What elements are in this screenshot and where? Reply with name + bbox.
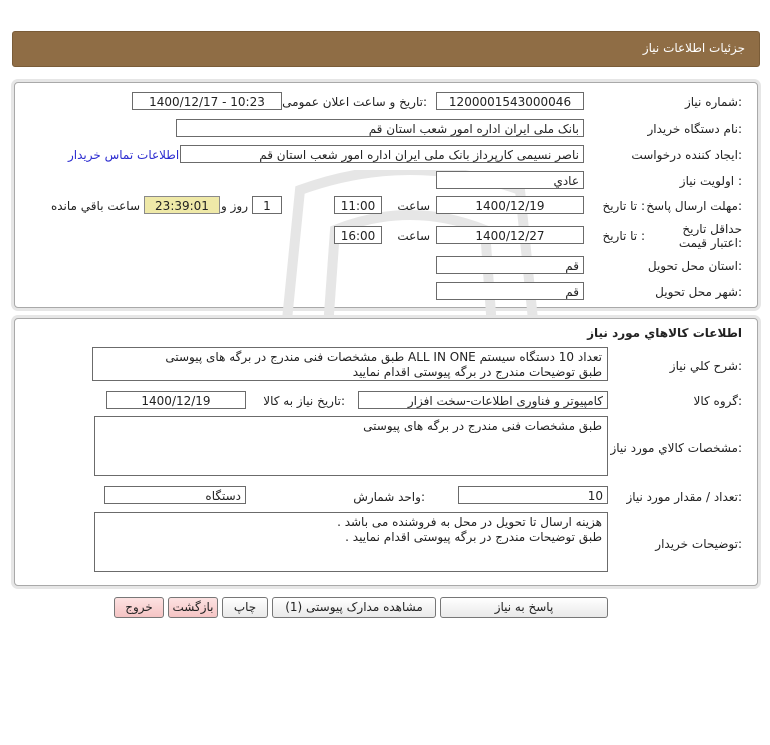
- deadline-date-field: 1400/12/19: [436, 196, 584, 214]
- city-field: قم: [436, 282, 584, 300]
- province-label: استان محل تحویل:: [647, 259, 742, 273]
- unit-label: واحد شمارش:: [353, 490, 425, 504]
- need-date-field: 1400/12/19: [106, 391, 246, 409]
- buyer-contact-link[interactable]: اطلاعات تماس خریدار: [68, 148, 180, 162]
- summary-field: [92, 347, 608, 381]
- spec-label: مشخصات کالاي مورد نياز:: [610, 441, 742, 455]
- buyer-notes-field: [94, 512, 608, 572]
- need-date-label: تاریخ نیاز به کالا:: [263, 394, 345, 408]
- province-field: قم: [436, 256, 584, 274]
- days-label: روز و: [221, 199, 248, 213]
- validity-label: [672, 222, 742, 250]
- validity-time-label: ساعت: [397, 229, 430, 243]
- spec-line: طبق مشخصات فنی مندرج در برگه های پیوستی: [363, 419, 602, 433]
- creator-label: ایجاد کننده درخواست:: [631, 148, 742, 162]
- priority-label: اولویت نیاز :: [679, 174, 742, 188]
- validity-label-text: حداقل تاریخ اعتبار قیمت:: [678, 222, 742, 250]
- page-header: [12, 31, 760, 67]
- remaining-label: ساعت باقي مانده: [50, 199, 140, 213]
- city-label: شهر محل تحویل:: [655, 285, 742, 299]
- reply-button[interactable]: پاسخ به نیاز: [440, 597, 608, 618]
- notes-line-2: طبق توضیحات مندرج در برگه پیوستی اقدام نمایید .: [345, 530, 602, 544]
- summary-line-1: تعداد 10 دستگاه سیستم ALL IN ONE طبق مشخصات فنی مندرج در برگه های پیوستی: [165, 350, 602, 364]
- need-number-label: شماره نیاز:: [684, 95, 742, 109]
- days-field: 1: [252, 196, 282, 214]
- validity-to-date-label: تا تاریخ :: [602, 229, 645, 243]
- print-button[interactable]: چاپ: [222, 597, 268, 618]
- buyer-org-field: بانک ملی ایران اداره امور شعب استان قم: [176, 119, 584, 137]
- notes-line-1: هزینه ارسال تا تحویل در محل به فروشنده می باشد .: [337, 515, 602, 529]
- validity-time-field: 16:00: [334, 226, 382, 244]
- unit-field: دستگاه: [104, 486, 246, 504]
- creator-field: ناصر نسیمی کارپرداز بانک ملی ایران اداره امور شعب استان قم: [180, 145, 584, 163]
- back-button[interactable]: بازگشت: [168, 597, 218, 618]
- announce-field: 1400/12/17 - 10:23: [132, 92, 282, 110]
- announce-label: تاریخ و ساعت اعلان عمومی:: [282, 95, 427, 109]
- remaining-time-field: 23:39:01: [144, 196, 220, 214]
- deadline-time-label: ساعت: [397, 199, 430, 213]
- goods-section-title: اطلاعات کالاهاي مورد نياز: [587, 326, 742, 340]
- deadline-to-date-label: تا تاریخ :: [602, 199, 645, 213]
- qty-label: تعداد / مقدار مورد نیاز:: [626, 490, 742, 504]
- need-number-field: 1200001543000046: [436, 92, 584, 110]
- attachments-button[interactable]: مشاهده مدارک پیوستی (1): [272, 597, 436, 618]
- group-field: کامپیوتر و فناوری اطلاعات-سخت افزار: [358, 391, 608, 409]
- summary-line-2: طبق توضیحات مندرج در برگه پیوستی اقدام نمایید: [352, 365, 602, 379]
- buyer-org-label: نام دستگاه خریدار:: [647, 122, 742, 136]
- page-title: جزئیات اطلاعات نیاز: [642, 41, 745, 55]
- details-panel: [14, 82, 758, 308]
- summary-label: شرح کلي نياز:: [669, 359, 742, 373]
- spec-field: [94, 416, 608, 476]
- priority-field: عادي: [436, 171, 584, 189]
- qty-field: 10: [458, 486, 608, 504]
- group-label: گروه کالا:: [693, 394, 742, 408]
- deadline-label: مهلت ارسال پاسخ:: [646, 199, 742, 213]
- exit-button[interactable]: خروج: [114, 597, 164, 618]
- deadline-time-field: 11:00: [334, 196, 382, 214]
- buyer-notes-label: توضیحات خریدار:: [655, 537, 742, 551]
- validity-date-field: 1400/12/27: [436, 226, 584, 244]
